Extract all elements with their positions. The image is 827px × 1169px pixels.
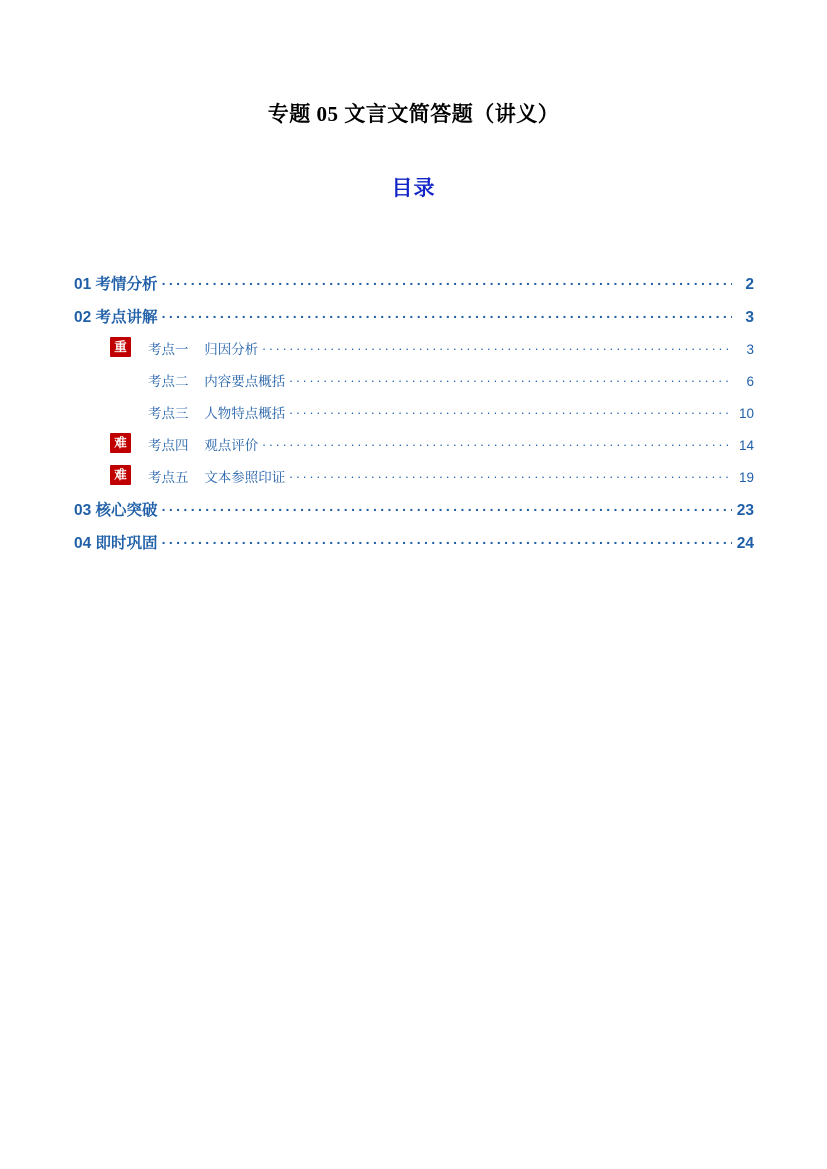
toc-entry-label-wrap <box>74 531 158 553</box>
toc-entry[interactable] <box>74 466 754 486</box>
toc-page-number: 3 <box>745 309 754 326</box>
toc-leader-dots <box>262 437 732 451</box>
toc-leader-dots <box>162 307 732 323</box>
toc-page-number: 10 <box>738 406 754 421</box>
toc-entry-sublabel: 观点评价 <box>204 438 259 453</box>
toc-entry[interactable] <box>74 402 754 422</box>
toc-entry-label-wrap <box>74 370 285 390</box>
toc-entry-label-wrap <box>74 305 158 327</box>
toc-entry-label: 01 考情分析 <box>74 276 158 293</box>
important-badge: 重 <box>110 337 131 357</box>
page-title: 专题 05 文言文简答题（讲义） <box>267 102 560 126</box>
toc-entry-label-wrap <box>74 272 158 294</box>
toc-page-number: 3 <box>746 342 754 357</box>
toc-leader-dots <box>289 373 732 387</box>
toc-entry[interactable] <box>74 498 754 520</box>
toc-entry-label-wrap <box>74 338 258 358</box>
toc-entry-label: 考点五 <box>148 470 189 485</box>
toc-entry-label: 考点四 <box>148 438 189 453</box>
toc-entry[interactable] <box>74 272 754 294</box>
toc-entry-label-wrap <box>74 402 285 422</box>
difficult-badge: 难 <box>110 433 131 453</box>
toc-entry-label-wrap <box>74 466 285 486</box>
toc-entry[interactable] <box>74 531 754 553</box>
toc-entry-label: 04 即时巩固 <box>74 535 158 552</box>
toc-entry-label: 考点一 <box>148 342 189 357</box>
toc-entry-label: 03 核心突破 <box>74 502 158 519</box>
toc-page-number: 24 <box>736 535 754 552</box>
toc-leader-dots <box>262 341 732 355</box>
toc-entry-label-wrap <box>74 498 158 520</box>
toc-page-number: 19 <box>738 470 754 485</box>
toc-page-number: 6 <box>746 374 754 389</box>
toc-entry[interactable] <box>74 338 754 358</box>
toc-entry[interactable] <box>74 305 754 327</box>
toc-heading: 目录 <box>391 177 436 200</box>
toc-entry-label: 02 考点讲解 <box>74 309 158 326</box>
toc-page-number: 2 <box>745 276 754 293</box>
toc-leader-dots <box>289 405 732 419</box>
toc-page-number: 14 <box>738 438 754 453</box>
toc-leader-dots <box>162 274 732 290</box>
toc-leader-dots <box>162 533 732 549</box>
toc-entry[interactable] <box>74 370 754 390</box>
toc-page-number: 23 <box>736 502 754 519</box>
toc-leader-dots <box>162 500 732 516</box>
toc-entry-label-wrap <box>74 434 258 454</box>
toc-entry-sublabel: 文本参照印证 <box>204 470 286 485</box>
toc-entry-sublabel: 归因分析 <box>204 342 259 357</box>
table-of-contents <box>74 272 754 564</box>
toc-leader-dots <box>289 469 732 483</box>
toc-entry[interactable] <box>74 434 754 454</box>
difficult-badge: 难 <box>110 465 131 485</box>
toc-entry-sublabel: 人物特点概括 <box>204 406 286 421</box>
toc-entry-label: 考点二 <box>148 374 189 389</box>
toc-entry-sublabel: 内容要点概括 <box>204 374 286 389</box>
toc-entry-label: 考点三 <box>148 406 189 421</box>
